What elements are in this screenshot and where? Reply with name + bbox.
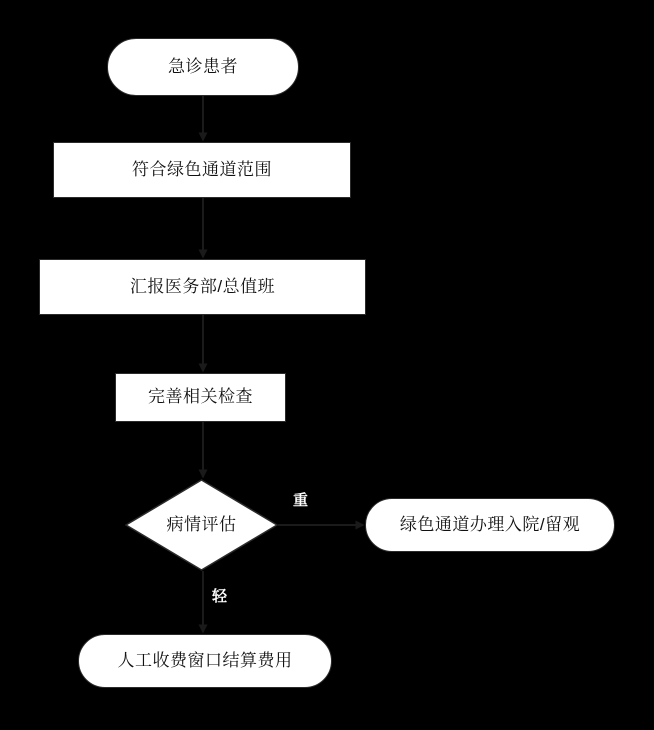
node-exam[interactable] — [115, 373, 286, 422]
node-start-label: 急诊患者 — [168, 56, 238, 76]
node-admit[interactable] — [365, 498, 615, 552]
node-assess[interactable] — [125, 479, 278, 571]
node-assess-label: 病情评估 — [166, 514, 237, 534]
node-admit-label: 绿色通道办理入院/留观 — [399, 514, 581, 534]
node-report[interactable] — [39, 259, 366, 315]
node-settle[interactable] — [78, 634, 332, 688]
node-scope[interactable] — [53, 142, 351, 198]
edge-label-severe: 重 — [293, 492, 309, 509]
node-scope-label: 符合绿色通道范围 — [132, 159, 272, 179]
node-exam-label: 完善相关检查 — [148, 387, 253, 407]
edge-label-mild: 轻 — [212, 588, 228, 605]
node-report-label: 汇报医务部/总值班 — [129, 276, 276, 296]
node-settle-label: 人工收费窗口结算费用 — [117, 650, 293, 670]
node-start[interactable] — [107, 38, 299, 96]
